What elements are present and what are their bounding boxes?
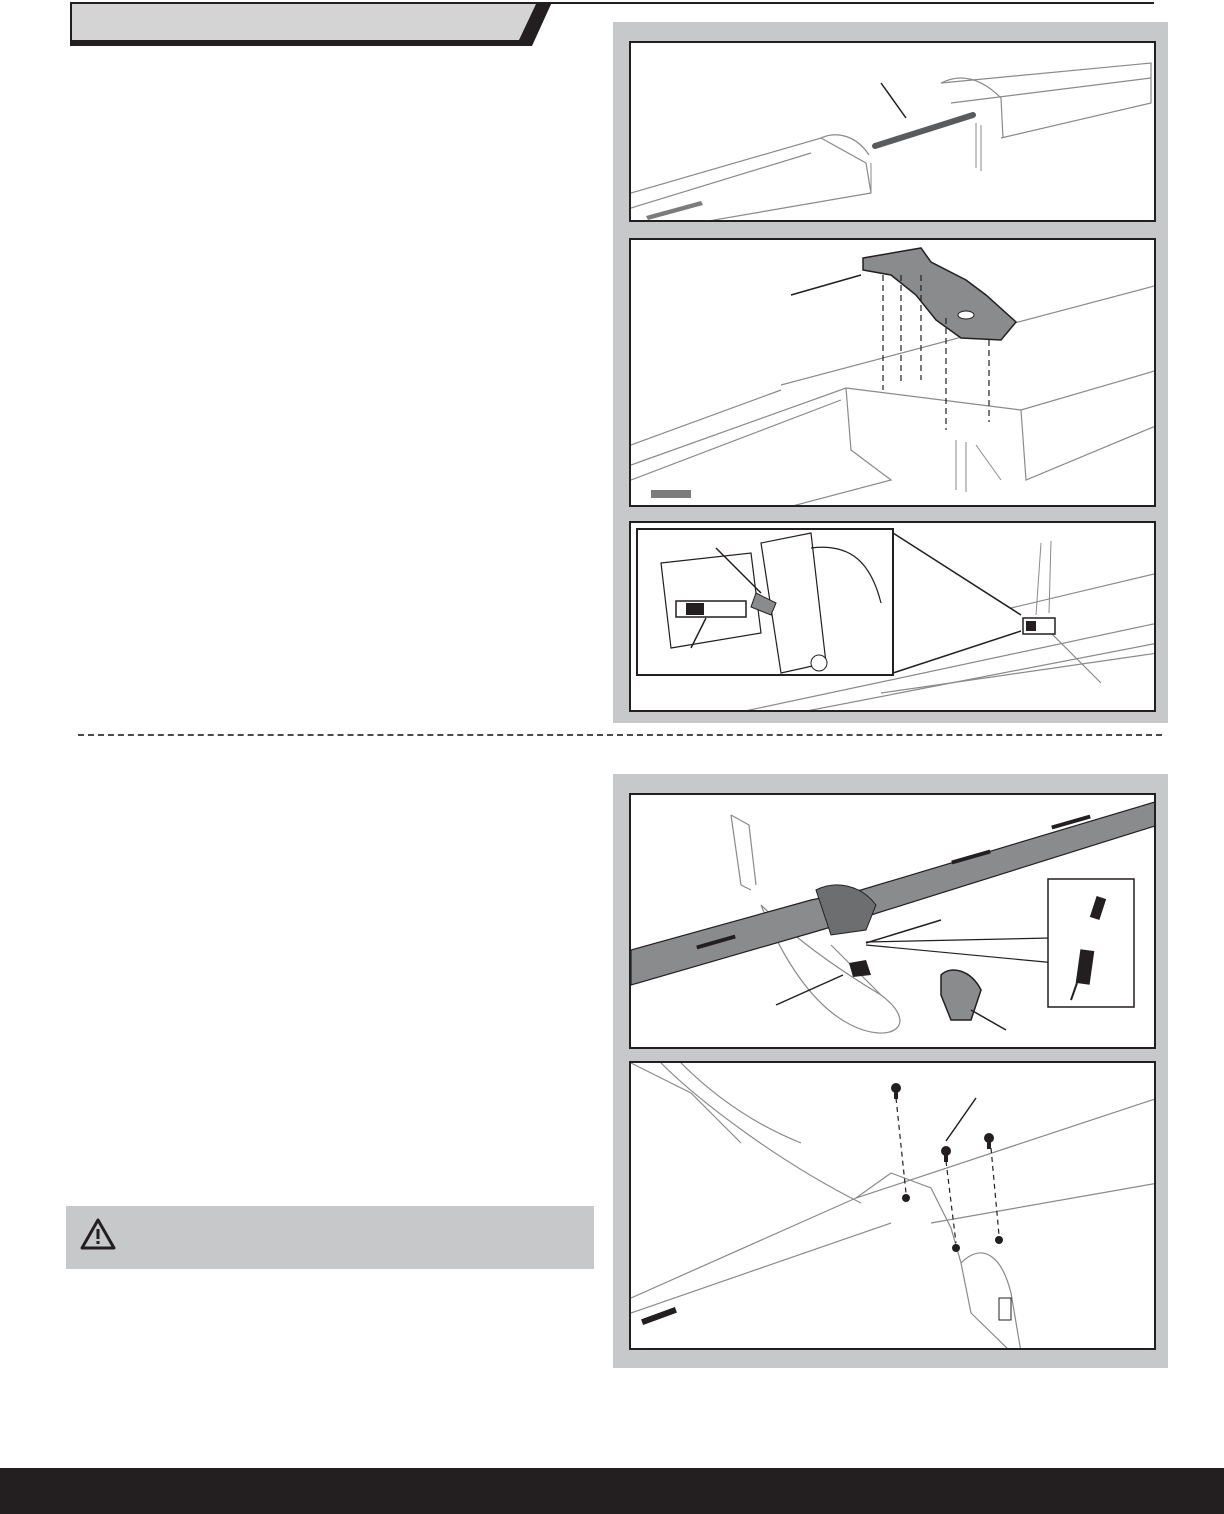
warning-box: [66, 1206, 594, 1269]
wing-screws-callout: [946, 1098, 976, 1141]
wing-tube-illustration: [631, 43, 1156, 222]
figure-group-top: [613, 22, 1168, 723]
header-rule: [530, 2, 1154, 4]
servo-connector-bay: [849, 960, 871, 977]
section-header-tab: [70, 2, 552, 46]
figure-wing-screws: [629, 1061, 1156, 1350]
wing-tube: [875, 115, 973, 146]
step-divider: [78, 734, 1162, 736]
figure-aileron-linkage-detail: [629, 521, 1156, 712]
canopy-hatch: [941, 970, 1006, 1030]
figure-wing-tube-joint: [629, 41, 1156, 222]
wing-screws-illustration: [631, 1063, 1156, 1350]
wing-tube-callout: [881, 83, 906, 118]
figure-group-bottom: [613, 774, 1168, 1368]
footer-bar: [0, 1468, 1224, 1514]
figure-wing-to-fuselage: [629, 793, 1156, 1049]
wing-fuselage-illustration: [631, 795, 1156, 1049]
center-cover-part: [863, 248, 1016, 340]
center-cover-illustration: [631, 240, 1156, 507]
warning-triangle-icon: [80, 1218, 116, 1250]
linkage-illustration: [631, 523, 1156, 712]
connector-inset: [1048, 879, 1134, 1007]
figure-wing-center-cover: [629, 238, 1156, 507]
center-cover-callout: [791, 275, 861, 295]
servo-bay-small: [1023, 541, 1055, 634]
